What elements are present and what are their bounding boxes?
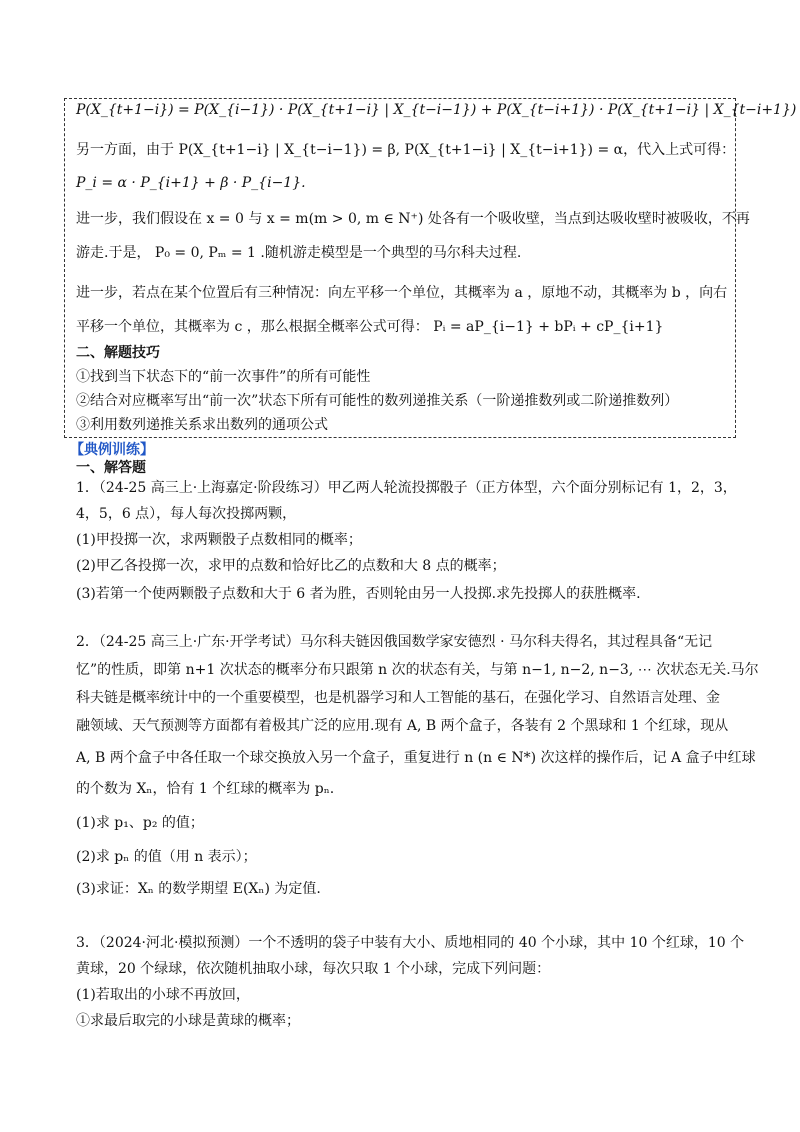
section-title-tips: 二、解题技巧 [76,345,160,361]
q1-sub-3: (3)若第一个使两颗骰子点数和大于 6 者为胜，否则轮由另一人投掷.求先投掷人的获胜概率. [76,586,641,602]
q3-line-2: 黄球，20 个绿球，依次随机抽取小球，每次只取 1 个小球，完成下列问题： [76,961,551,977]
box-formula-3: P_i = α · P_{i+1} + β · P_{i−1}. [76,175,306,191]
q2-line-5: A, B 两个盒子中各任取一个球交换放入另一个盒子，重复进行 n (n ∈ N*) 次这样的操作后，记 A 盒子中红球 [76,750,756,766]
tip-1: ①找到当下状态下的“前一次事件”的所有可能性 [76,369,371,385]
box-line-7: 平移一个单位，其概率为 c ，那么根据全概率公式可得： Pᵢ = aP_{i−1} + bPᵢ + cP_{i+1} [76,319,664,335]
q2-line-4: 融领域、天气预测等方面都有着极其广泛的应用.现有 A, B 两个盒子，各装有 2 个黑球和 1 个红球，现从 [76,718,729,734]
part-title: 一、解答题 [76,460,146,476]
q1-sub-1: (1)甲投掷一次，求两颗骰子点数相同的概率； [76,532,362,548]
q3-sub-1a: ①求最后取完的小球是黄球的概率； [76,1013,300,1029]
box-line-6: 进一步，若点在某个位置后有三种情况：向左平移一个单位，其概率为 a ，原地不动，其概率为 b ，向右 [76,285,728,301]
q1-line-2: 4，5，6 点），每人每次投掷两颗， [76,506,297,522]
q3-sub-1: (1)若取出的小球不再放回， [76,987,250,1003]
q2-sub-3: (3)求证：Xₙ 的数学期望 E(Xₙ) 为定值. [76,881,321,897]
box-line-5: 游走.于是， P₀ = 0, Pₘ = 1 .随机游走模型是一个典型的马尔科夫过程. [76,245,522,261]
tip-3: ③利用数列递推关系求出数列的通项公式 [76,417,328,433]
q2-line-2: 忆”的性质，即第 n+1 次状态的概率分布只跟第 n 次的状态有关，与第 n−1, n−2, n−3, ⋯ 次状态无关.马尔 [76,662,759,678]
examples-header: 【典例训练】 [70,442,154,458]
q2-line-1: 2．（24-25 高三上·广东·开学考试）马尔科夫链因俄国数学家安德烈 · 马尔科夫得名，其过程具备“无记 [76,634,713,650]
q1-line-1: 1．（24-25 高三上·上海嘉定·阶段练习）甲乙两人轮流投掷骰子（正方体型，六个面分别标记有 1，2，3， [76,480,737,496]
q2-sub-2: (2)求 pₙ 的值（用 n 表示）； [76,849,257,865]
q1-sub-2: (2)甲乙各投掷一次，求甲的点数和恰好比乙的点数和大 8 点的概率； [76,558,506,574]
q2-sub-1: (1)求 p₁、p₂ 的值； [76,815,204,831]
q2-line-3: 科夫链是概率统计中的一个重要模型，也是机器学习和人工智能的基石，在强化学习、自然语言处理、金 [76,690,720,706]
box-line-4: 进一步，我们假设在 x = 0 与 x = m(m > 0, m ∈ N⁺) 处各有一个吸收壁，当点到达吸收壁时被吸收，不再 [76,211,750,227]
q3-line-1: 3．（2024·河北·模拟预测）一个不透明的袋子中装有大小、质地相同的 40 个小球，其中 10 个红球，10 个 [76,935,745,951]
tip-2: ②结合对应概率写出“前一次”状态下所有可能性的数列递推关系（一阶递推数列或二阶递推数列） [76,393,679,409]
box-formula-1: P(X_{t+1−i}) = P(X_{i−1}) · P(X_{t+1−i} | X_{t−i−1}) + P(X_{t−i+1}) · P(X_{t+1−i} | X_{t−i+1}) [76,102,797,118]
box-line-2: 另一方面，由于 P(X_{t+1−i} | X_{t−i−1}) = β, P(X_{t+1−i} | X_{t−i+1}) = α，代入上式可得： [76,142,736,158]
q2-line-6: 的个数为 Xₙ，恰有 1 个红球的概率为 pₙ. [76,781,335,797]
